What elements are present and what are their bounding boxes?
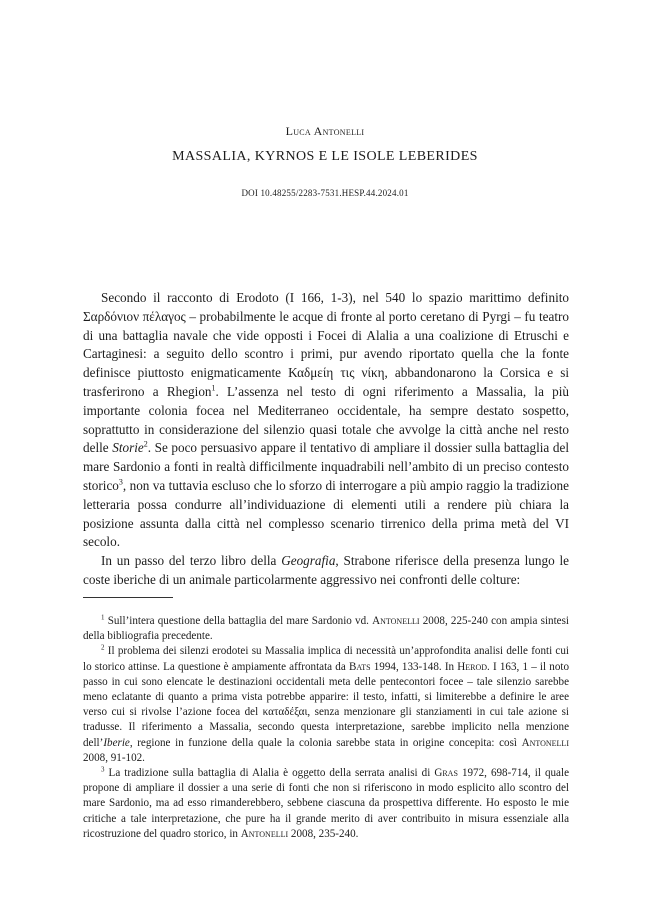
footnote-2-text-1: Il problema dei silenzi erodotei su Massalia implica di necessità un’approfondita analisi delle fonti cui lo storico attinse. La questione è ampiamente affrontata da	[83, 645, 569, 673]
footnote-2-text-3: I 163, 1 – il noto passo in cui sono elencate le destinazioni occidentali meta delle pentecontori focee – tale silenzio sarebbe meno eclatante di quanto a prima vista potrebbe apparire: il testo, infatti, si limiterebbe a definire le aree verso cui si rivolse l’azione focea del καταδέξαι, senza menzionare gli stanziamenti in cui tale azione si tradusse. Il riferimento a Massalia, secondo questa interpretazione, sarebbe implicito nella menzione dell’	[83, 660, 570, 749]
footnotes	[83, 614, 569, 842]
footnote-2	[83, 644, 569, 766]
footnote-ref-1[interactable]: 1	[211, 383, 216, 393]
footnote-2-text-5: 2008, 91-102.	[83, 751, 145, 764]
citation-author: Bats	[348, 660, 371, 673]
p1-text-2: . L’assenza nel testo di ogni riferimento a Massalia, la più importante colonia focea nel Mediterraneo occidentale, ha sempre destato sospetto, soprattutto in considerazione del silenzio quasi totale che avvolge la città anche nel resto delle	[83, 383, 569, 456]
paragraph-2	[83, 552, 569, 590]
p2-text-1: In un passo del terzo libro della	[101, 553, 282, 569]
footnote-3	[83, 766, 569, 842]
footnote-3-text-2: 1972, 698-714, il quale propone di ampliare il dossier a una serie di fonti che non si riferiscono in modo esplicito allo scontro del mare Sardonio, ma ad esso rimanderebbero, sebbene ciascuna da prospettiva differente. Ho esposto le mie critiche a tale interpretazione, che pure ha il grande merito di aver contribuito in misura essenziale alla ricostruzione del quadro storico, in	[83, 767, 569, 840]
citation-author: Gras	[434, 767, 458, 780]
author-name: Luca Antonelli	[285, 124, 365, 138]
footnote-ref-2[interactable]: 2	[143, 439, 148, 449]
footnote-1	[83, 614, 569, 644]
geografia-italic: Geografia	[281, 553, 336, 569]
footnote-number: 1	[101, 613, 105, 622]
doi-line: DOI 10.48255/2283-7531.HESP.44.2024.01	[241, 188, 409, 198]
p1-text-1: Secondo il racconto di Erodoto (I 166, 1-3), nel 540 lo spazio marittimo definito Σαρδόνιον πέλαγος – probabilmente le acque di fronte al porto ceretano di Pyrgi – fu teatro di una battaglia navale che vide opposti i Focei di Alalia a una coalizione di Etruschi e Cartaginesi: a seguito dello scontro i primi, pur avendo riportato quella che la fonte definisce piuttosto enigmaticamente Καδμείη τις νίκη, abbandonarono la Corsica e si trasferirono a Rhegion	[83, 290, 569, 399]
citation-author: Antonelli	[240, 827, 289, 840]
main-text	[83, 289, 569, 590]
footnote-3-text-1: La tradizione sulla battaglia di Alalia è oggetto della serrata analisi di	[104, 767, 435, 780]
iberie-italic: Iberie	[103, 736, 130, 749]
footnote-2-text-2: 1994, 133-148. In	[370, 660, 458, 673]
citation-author: Antonelli	[521, 736, 569, 749]
p1-text-3: . Se poco persuasivo appare il tentativo di ampliare il dossier sulla battaglia del mare Sardonio a fonti in realtà difficilmente inquadrabili nell’ambito di un preciso contesto storico	[83, 440, 569, 493]
footnote-1-text-2: 2008, 225-240 con ampia sintesi della bibliografia precedente.	[83, 615, 569, 643]
paragraph-1	[83, 289, 569, 552]
footnote-ref-3[interactable]: 3	[118, 477, 123, 487]
footnote-2-text-4: , regione in funzione della quale la colonia sarebbe stata in origine concepita: così	[129, 736, 522, 749]
p2-text-2: , Strabone riferisce della presenza lungo le coste iberiche di un animale particolarmente aggressivo nei confronti delle colture:	[83, 553, 569, 587]
footnote-separator	[83, 597, 173, 598]
footnote-number: 2	[101, 643, 105, 652]
citation-source: Herod.	[457, 660, 490, 673]
p1-text-4: , non va tuttavia escluso che lo sforzo di interrogare a più ampio raggio la tradizione letteraria possa condurre all’individuazione di elementi utili a rendere più chiara la posizione assunta dalla città nel complesso scenario tirrenico della prima metà del VI secolo.	[83, 477, 569, 550]
citation-author: Antonelli	[372, 615, 420, 627]
article-title: MASSALIA, KYRNOS E LE ISOLE LEBERIDES	[172, 149, 478, 164]
footnote-number: 3	[101, 765, 105, 774]
storie-italic: Storie	[112, 440, 144, 456]
footnote-3-text-3: 2008, 235-240.	[288, 827, 359, 840]
footnote-1-text-1: Sull’intera questione della battaglia del mare Sardonio vd.	[104, 615, 373, 627]
